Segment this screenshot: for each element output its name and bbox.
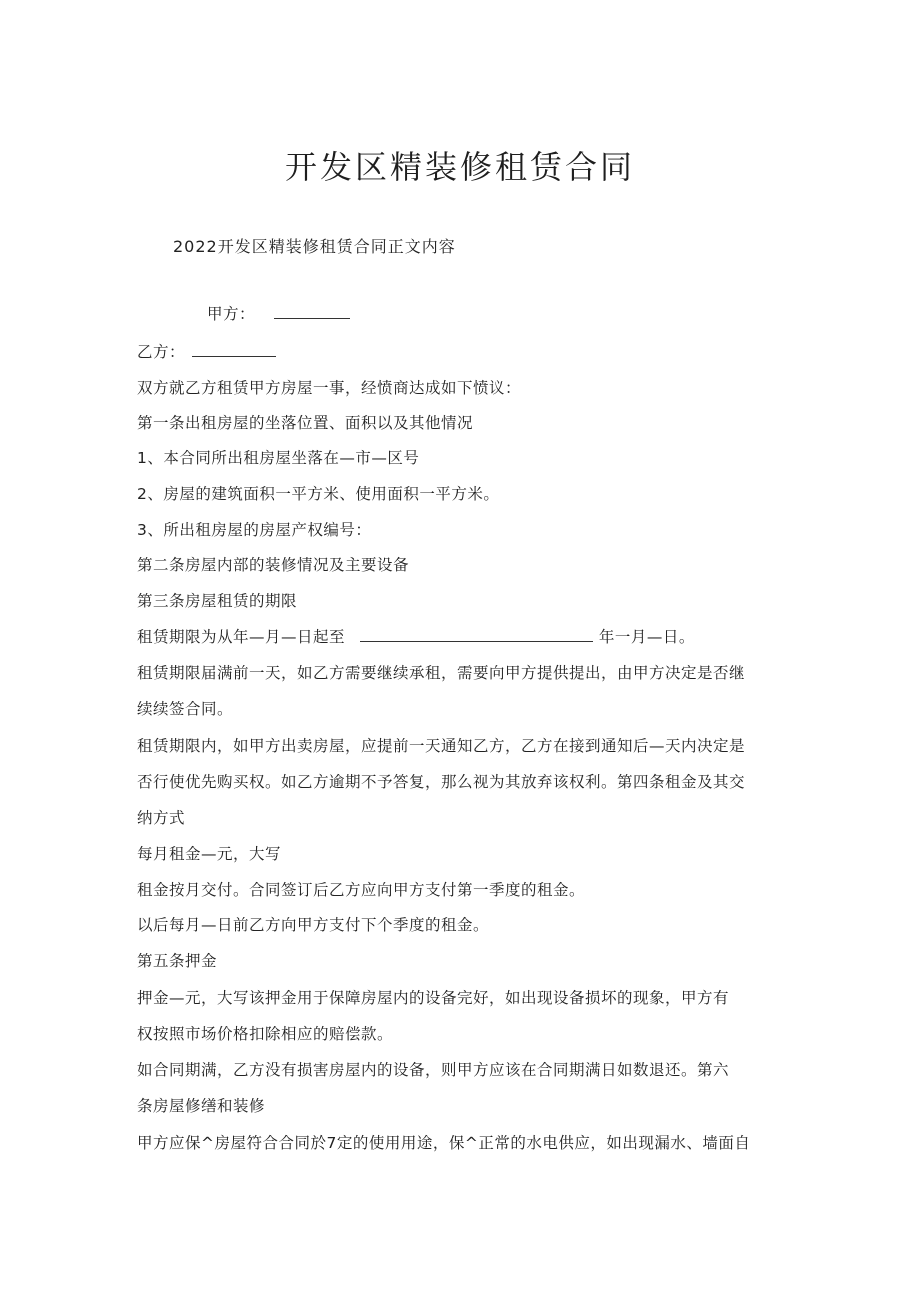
term-prefix: 租赁期限为从年—月—日起至	[137, 628, 346, 646]
clause-line: 1、本合同所出租房屋坐落在—市—区号	[137, 449, 420, 467]
document-title: 开发区精装修租赁合同	[284, 148, 635, 186]
party-b-line	[137, 340, 276, 362]
paragraph-line: 条房屋修缮和装修	[137, 1097, 266, 1115]
party-a-line	[207, 302, 350, 324]
term-blank	[360, 625, 593, 642]
clause-line: 双方就乙方租赁甲方房屋一事，经愤商达成如下愤议：	[137, 379, 522, 397]
party-a-label: 甲方：	[207, 305, 256, 323]
term-line	[137, 625, 695, 647]
document-subtitle: 2022开发区精装修租赁合同正文内容	[173, 237, 456, 256]
paragraph-line: 租赁期限届满前一天，如乙方需要继续承租，需要向甲方提供提出，由甲方决定是否继	[137, 664, 746, 682]
clause-line: 2、房屋的建筑面积一平方米、使用面积一平方米。	[137, 485, 500, 503]
party-b-label: 乙方：	[137, 343, 186, 361]
paragraph-line: 纳方式	[137, 809, 186, 827]
paragraph-line: 租金按月交付。合同签订后乙方应向甲方支付第一季度的租金。	[137, 881, 586, 899]
paragraph-line: 甲方应保^房屋符合合同於7定的使用用途，保^正常的水电供应，如出现漏水、墙面自	[137, 1134, 751, 1152]
paragraph-line: 押金—元，大写该押金用于保障房屋内的设备完好，如出现设备损坏的现象，甲方有	[137, 989, 730, 1007]
paragraph-line: 租赁期限内，如甲方出卖房屋，应提前一天通知乙方，乙方在接到通知后—天内决定是	[137, 737, 746, 755]
clause-heading: 第三条房屋租赁的期限	[137, 592, 298, 610]
paragraph-line: 否行使优先购买权。如乙方逾期不予答复，那么视为其放弃该权利。第四条租金及其交	[137, 773, 746, 791]
paragraph-line: 每月租金—元，大写	[137, 845, 282, 863]
paragraph-line: 权按照市场价格扣除相应的赔偿款。	[137, 1025, 394, 1043]
clause-heading: 第二条房屋内部的装修情况及主要设备	[137, 556, 410, 574]
paragraph-line: 续续签合同。	[137, 700, 234, 718]
paragraph-line: 如合同期满，乙方没有损害房屋内的设备，则甲方应该在合同期满日如数退还。第六	[137, 1061, 730, 1079]
clause-line: 3、所出租房屋的房屋产权编号：	[137, 521, 372, 539]
paragraph-line: 以后每月—日前乙方向甲方支付下个季度的租金。	[137, 916, 490, 934]
term-suffix: 年一月—日。	[598, 628, 695, 646]
clause-heading: 第五条押金	[137, 952, 218, 970]
party-b-blank	[192, 340, 276, 357]
party-a-blank	[274, 302, 350, 319]
clause-heading: 第一条出租房屋的坐落位置、面积以及其他情况	[137, 414, 474, 432]
